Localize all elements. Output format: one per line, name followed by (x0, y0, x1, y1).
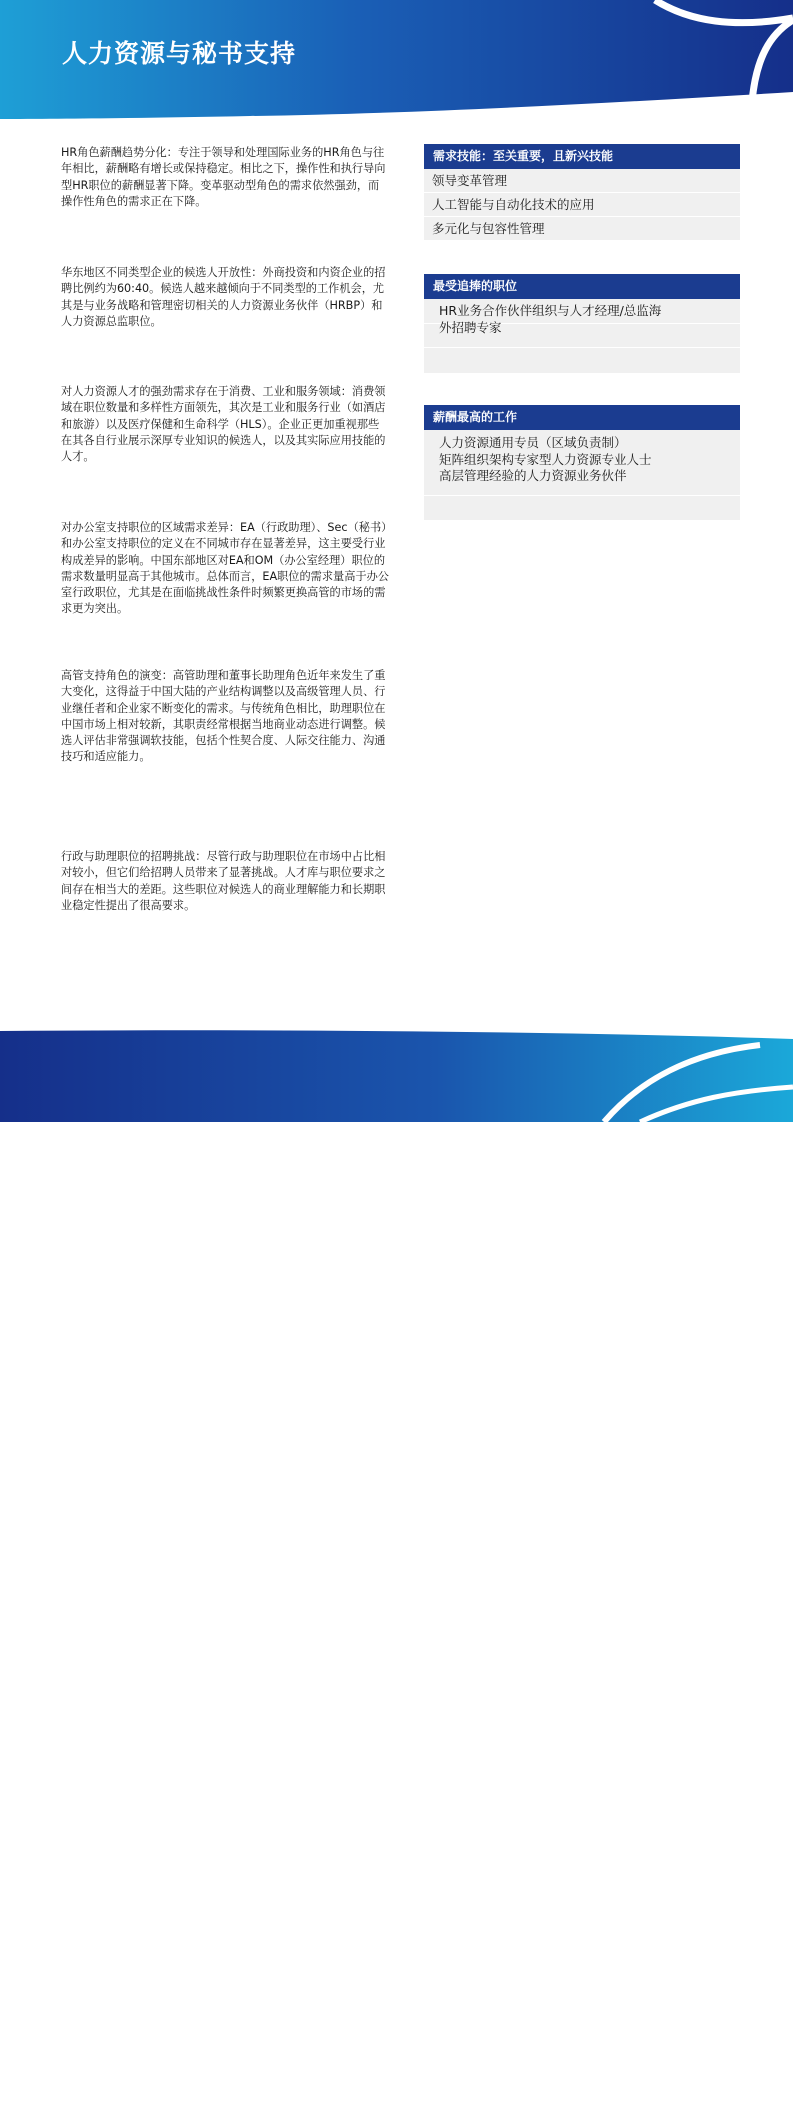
list-item: 高层管理经验的人力资源业务伙伴 (439, 468, 627, 483)
page-title: 人力资源与秘书支持 (62, 39, 297, 68)
page-number: 22 (716, 2108, 734, 2124)
list-item: HR业务合作伙伴组织与人才经理/总监海 (439, 303, 662, 318)
paragraph-candidate-openness: 华东地区不同类型企业的候选人开放性：外商投资和内资企业的招聘比例约为60:40。候选人越来越倾向于不同类型的工作机会，尤其是与业务战略和管理密切相关的人力资源业务伙伴（HRBP）和人力资源总监职位。 (61, 266, 386, 328)
list-item: 人工智能与自动化技术的应用 (424, 193, 740, 217)
panel-text (424, 435, 652, 485)
panel-in-demand-skills (424, 144, 740, 241)
list-item: 矩阵组织架构专家型人力资源专业人士 (439, 451, 652, 467)
panel-text (424, 303, 661, 336)
list-item: 人力资源通用专员（区域负责制） (439, 435, 627, 450)
paragraph-hr-talent-demand: 对人力资源人才的强劲需求存在于消费、工业和服务领域：消费领域在职位数量和多样性方面领先，其次是工业和服务行业（如酒店和旅游）以及医疗保健和生命科学（HLS）。企业正更加重视那些在其各自行业展示深厚专业知识的候选人，以及其实际应用技能的人才。 (61, 385, 386, 464)
michaelpage-logo: MichaelPage (53, 2077, 210, 2113)
panel-heading: 薪酬最高的工作 (424, 405, 740, 430)
panel-body (424, 169, 740, 241)
list-item: 外招聘专家 (439, 319, 502, 335)
list-item: 领导变革管理 (424, 169, 740, 193)
paragraph-office-support-demand: 对办公室支持职位的区域需求差异：EA（行政助理）、Sec（秘书）和办公室支持职位的定义在不同城市存在显著差异，这主要受行业构成差异的影响。中国东部地区对EA和OM（办公室经理）职位的需求数量明显高于其他城市。总体而言，EA职位的需求量高于办公室行政职位，尤其是在面临挑战性条件时频繁更换高管的市场的需求更为突出。 (61, 521, 389, 616)
list-item: 多元化与包容性管理 (424, 217, 740, 241)
paragraph-admin-recruiting-challenge: 行政与助理职位的招聘挑战：尽管行政与助理职位在市场中占比相对较小，但它们给招聘人员带来了显著挑战。人才库与职位要求之间存在相当大的差距。这些职位对候选人的商业理解能力和长期职业稳定性提出了很高要求。 (61, 850, 386, 912)
panel-heading: 最受追捧的职位 (424, 274, 740, 299)
panel-highest-paid-roles (424, 405, 740, 520)
paragraph-executive-support: 高管支持角色的演变：高管助理和董事长助理角色近年来发生了重大变化，这得益于中国大陆的产业结构调整以及高级管理人员、行业继任者和企业家不断变化的需求。与传统角色相比，助理职位在中国市场上相对较新，其职责经常根据当地商业动态进行调整。候选人评估非常强调软技能，包括个性契合度、人际交往能力、沟通技巧和适应能力。 (61, 669, 386, 764)
panel-most-sought-roles (424, 274, 740, 373)
footer-banner (0, 1025, 793, 2124)
panel-heading: 需求技能：至关重要，且新兴技能 (424, 144, 740, 169)
paragraph-hr-salary-trend: HR角色薪酬趋势分化：专注于领导和处理国际业务的HR角色与往年相比，薪酬略有增长或保持稳定。相比之下，操作性和执行导向型HR职位的薪酬显著下降。变革驱动型角色的需求依然强劲，而操作性角色的需求正在下降。 (61, 146, 386, 208)
footer-background (0, 1025, 793, 1122)
panel-body (424, 430, 740, 520)
header-banner (0, 0, 793, 122)
panel-body (424, 299, 740, 373)
